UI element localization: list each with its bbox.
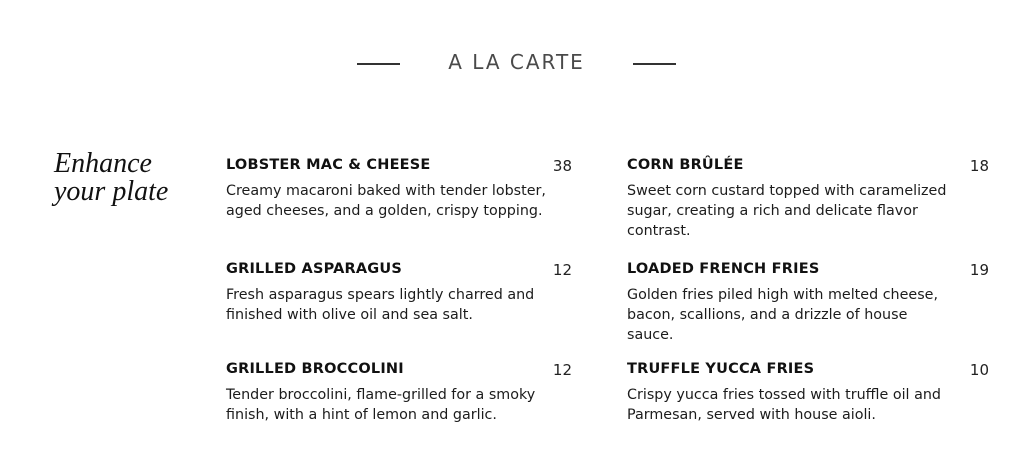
menu-item-price: 12: [552, 261, 572, 279]
menu-item-name: GRILLED BROCCOLINI: [226, 361, 404, 377]
tagline-line-2: your plate: [54, 176, 169, 207]
menu-item-description: Golden fries piled high with melted cheese, bacon, scallions, and a drizzle of house sauce.: [627, 287, 938, 343]
menu-item-price: 18: [969, 157, 989, 175]
menu-item-price: 12: [552, 361, 572, 379]
menu-item-name: TRUFFLE YUCCA FRIES: [627, 361, 815, 377]
menu-item-truffle-yucca-fries: [627, 361, 989, 425]
menu-item-grilled-asparagus: [226, 261, 572, 325]
header-rule-right: [633, 63, 676, 65]
menu-item-price: 10: [969, 361, 989, 379]
menu-item-grilled-broccolini: [226, 361, 572, 445]
menu-item-name: LOADED FRENCH FRIES: [627, 261, 820, 277]
menu-item-description: Sweet corn custard topped with caramelized sugar, creating a rich and delicate flavor contrast.: [627, 183, 947, 239]
menu-item-name: CORN BRÛLÉE: [627, 157, 744, 173]
tagline-line-1: Enhance: [54, 148, 152, 179]
menu-item-description: Fresh asparagus spears lightly charred and finished with olive oil and sea salt.: [226, 287, 535, 323]
section-title: A LA CARTE: [448, 50, 585, 74]
menu-item-loaded-french-fries: [627, 261, 989, 345]
tagline: [54, 150, 168, 206]
menu-item-price: 19: [969, 261, 989, 279]
section-header: [0, 50, 1024, 78]
header-rule-left: [357, 63, 400, 65]
menu-item-corn-brulee: [627, 157, 989, 241]
menu-item-name: GRILLED ASPARAGUS: [226, 261, 403, 277]
menu-item-name: LOBSTER MAC & CHEESE: [226, 157, 431, 173]
menu-item-description: Tender broccolini, flame-grilled for a smoky finish, with a hint of lemon and garlic.: [226, 387, 536, 423]
menu-item-price: 38: [552, 157, 572, 175]
menu-item-lobster-mac-cheese: [226, 157, 572, 241]
menu-item-description: Creamy macaroni baked with tender lobster, aged cheeses, and a golden, crispy topping.: [226, 183, 546, 219]
menu-item-description: Crispy yucca fries tossed with truffle oil and Parmesan, served with house aioli.: [627, 387, 941, 423]
